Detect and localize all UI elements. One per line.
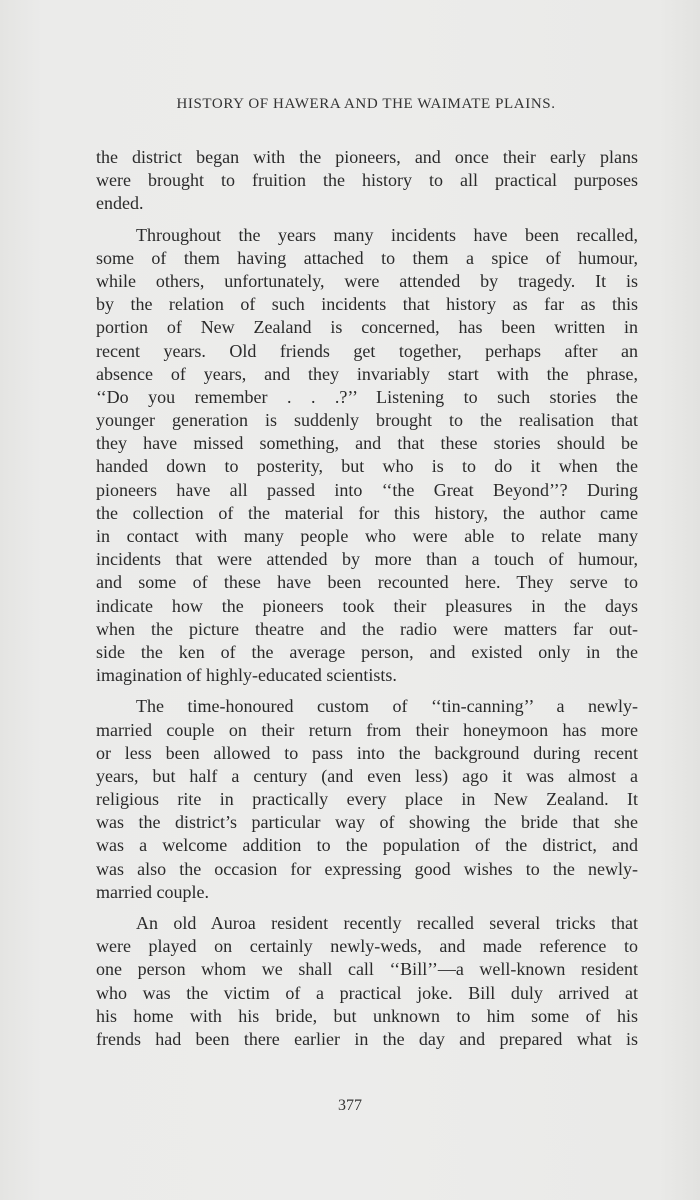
text-line: years, but half a century (and even less) ago it was almost a	[96, 765, 638, 786]
text-line: Throughout the years many incidents have been recalled,	[136, 224, 638, 245]
text-line: married couple on their return from their honeymoon has more	[96, 719, 638, 740]
text-line: and some of these have been recounted here. They serve to	[96, 572, 638, 593]
text-line: portion of New Zealand is concerned, has been written in	[96, 317, 638, 338]
text-line: they have missed something, and that these stories should be	[96, 433, 638, 454]
text-line: one person whom we shall call ‘‘Bill’’—a well-known resident	[96, 959, 638, 980]
page-number: 377	[338, 1097, 362, 1114]
text-line: or less been allowed to pass into the background during recent	[96, 742, 638, 763]
text-line: ended.	[96, 193, 144, 214]
text-line: imagination of highly-educated scientists.	[96, 665, 397, 686]
text-line: handed down to posterity, but who is to do it when the	[96, 456, 638, 477]
text-line: was also the occasion for expressing good wishes to the newly-	[96, 858, 638, 879]
text-line: frends had been there earlier in the day and prepared what is	[96, 1028, 638, 1049]
text-line: was a welcome addition to the population of the district, and	[96, 835, 638, 856]
text-line: while others, unfortunately, were attended by tragedy. It is	[96, 270, 638, 291]
text-line: the collection of the material for this history, the author came	[96, 502, 638, 523]
text-line: some of them having attached to them a spice of humour,	[96, 247, 638, 268]
text-line: side the ken of the average person, and existed only in the	[96, 641, 638, 662]
text-line: who was the victim of a practical joke. Bill duly arrived at	[96, 982, 638, 1003]
text-line: An old Auroa resident recently recalled several tricks that	[136, 913, 638, 933]
body-text	[96, 146, 638, 1059]
text-line: were played on certainly newly-weds, and made reference to	[96, 936, 638, 957]
text-line: religious rite in practically every place in New Zealand. It	[96, 789, 638, 810]
paragraph	[96, 695, 638, 904]
text-line: The time-honoured custom of ‘‘tin-canning’’ a newly-	[136, 696, 638, 717]
text-line: pioneers have all passed into ‘‘the Great Beyond’’? During	[96, 479, 638, 500]
text-line: the district began with the pioneers, and once their early plans	[96, 147, 638, 167]
text-line: were brought to fruition the history to all practical purposes	[96, 170, 638, 191]
text-line: his home with his bride, but unknown to him some of his	[96, 1005, 638, 1026]
text-line: married couple.	[96, 881, 209, 902]
text-line: ‘‘Do you remember . . .?’’ Listening to such stories the	[96, 386, 638, 407]
running-head: HISTORY OF HAWERA AND THE WAIMATE PLAINS.	[176, 96, 556, 112]
text-line: recent years. Old friends get together, perhaps after an	[96, 340, 638, 361]
text-line: absence of years, and they invariably start with the phrase,	[96, 363, 638, 384]
text-line: was the district’s particular way of showing the bride that she	[96, 812, 638, 833]
paragraph	[96, 146, 638, 216]
text-line: when the picture theatre and the radio were matters far out-	[96, 618, 638, 639]
text-line: by the relation of such incidents that history as far as this	[96, 294, 638, 315]
text-line: in contact with many people who were able to relate many	[96, 526, 638, 546]
paragraph	[96, 224, 638, 688]
text-line: incidents that were attended by more than a touch of humour,	[96, 549, 638, 570]
text-line: younger generation is suddenly brought to the realisation that	[96, 410, 638, 431]
text-line: indicate how the pioneers took their pleasures in the days	[96, 595, 638, 616]
paragraph	[96, 912, 638, 1051]
